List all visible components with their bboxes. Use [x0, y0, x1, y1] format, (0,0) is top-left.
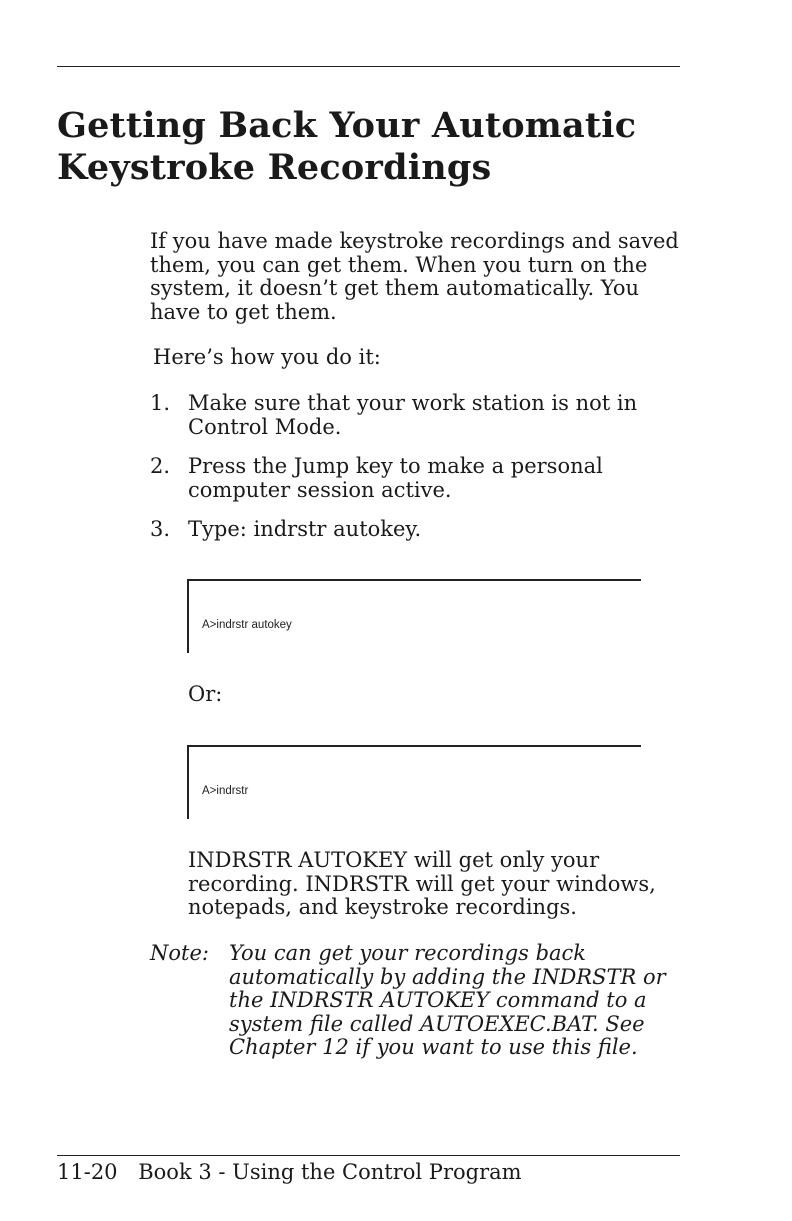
- footer-rule: [57, 1155, 680, 1156]
- title-line-2: Keystroke Recordings: [57, 147, 492, 188]
- step-2: [150, 455, 690, 502]
- top-rule: [57, 66, 680, 67]
- step-number: 3.: [150, 517, 171, 541]
- page-number: 11-20: [57, 1160, 118, 1184]
- step-text: Make sure that your work station is not in Control Mode.: [188, 391, 638, 439]
- command-line: A>indrstr: [202, 785, 249, 797]
- step-number: 2.: [150, 454, 171, 478]
- step-number: 1.: [150, 391, 171, 415]
- howto-text: Here’s how you do it:: [153, 345, 381, 369]
- page-footer: [57, 1160, 522, 1184]
- summary-paragraph: INDRSTR AUTOKEY will get only your recording. INDRSTR will get your windows, notepads, and keystroke recordings.: [188, 848, 656, 919]
- title-line-1: Getting Back Your Automatic: [57, 105, 637, 146]
- steps-list: [150, 392, 690, 558]
- step-1: [150, 392, 690, 439]
- book-title: Book 3 - Using the Control Program: [138, 1160, 522, 1184]
- page-title: [57, 105, 636, 189]
- step-3: [150, 518, 690, 542]
- note-text: You can get your recordings back automatically by adding the INDRSTR or the INDRSTR AUTOKEY command to a system file called AUTOEXEC.BAT. See Chapter 12 if you want to use this file.: [229, 941, 666, 1059]
- step-text: Press the Jump key to make a personal computer session active.: [188, 454, 603, 502]
- intro-paragraph: If you have made keystroke recordings and saved them, you can get them. When you turn on the system, it doesn’t get them automatically. You have to get them.: [150, 229, 679, 324]
- command-line: A>indrstr autokey: [202, 619, 292, 631]
- screen-example-2: [187, 745, 641, 819]
- step-text: Type: indrstr autokey.: [188, 517, 422, 541]
- or-label: Or:: [188, 682, 223, 706]
- screen-example-1: [187, 579, 641, 653]
- note-label: Note:: [150, 941, 209, 965]
